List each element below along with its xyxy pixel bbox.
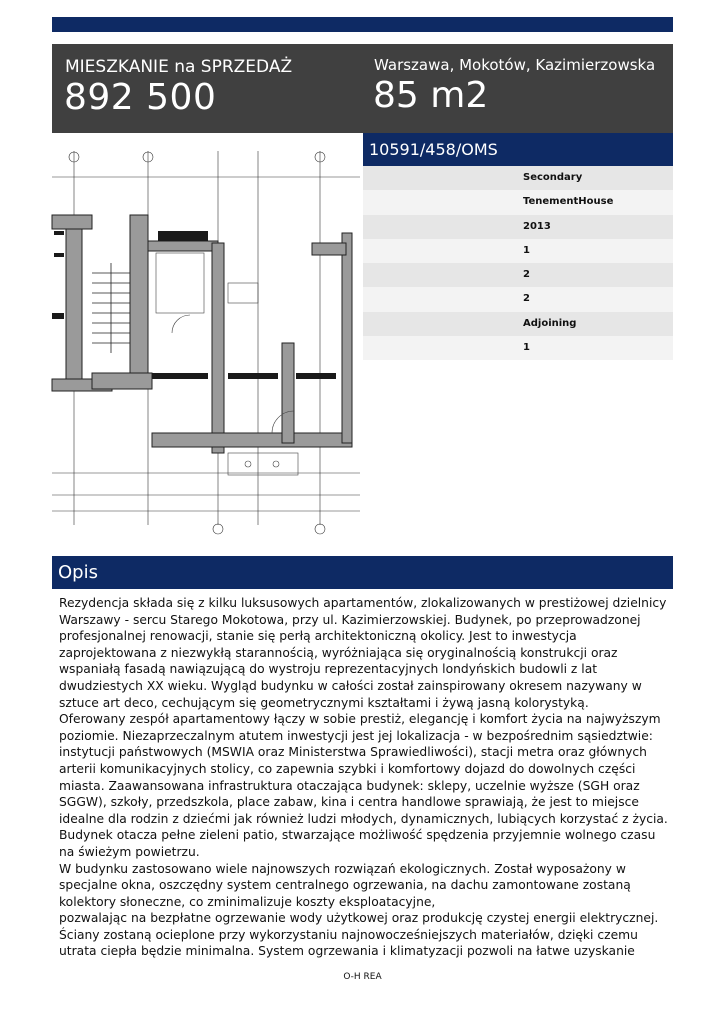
listing-price: 892 500 xyxy=(64,77,217,118)
properties-table xyxy=(363,166,673,360)
description-line: idealne dla rodzin z dziećmi jak również ludzi młodych, dynamicznych, lubiących korzystać z życia. xyxy=(59,811,668,826)
property-value: 2 xyxy=(523,269,530,281)
property-value: 1 xyxy=(523,244,530,256)
description-line: poziomie. Niezaprzeczalnym atutem inwestycji jest jej lokalizacja - w bezpośrednim sąsiedztwie: xyxy=(59,728,653,743)
property-row xyxy=(363,263,673,287)
description-heading-bar xyxy=(52,556,673,589)
property-row xyxy=(363,287,673,311)
property-row xyxy=(363,190,673,214)
description-line: W budynku zastosowano wiele najnowszych rozwiązań ekologicznych. Został wyposażony w xyxy=(59,861,626,876)
property-value: Adjoining xyxy=(523,317,577,329)
floor-plan-image xyxy=(52,133,360,546)
property-value: Secondary xyxy=(523,172,583,183)
description-line: na świeżym powietrzu. xyxy=(59,844,200,859)
property-row xyxy=(363,336,673,360)
description-line: pozwalając na bezpłatne ogrzewanie wody użytkowej oraz produkcję czystej energii elektrycznej. xyxy=(59,911,659,926)
property-value: 1 xyxy=(523,342,530,354)
description-line: wspaniałą fasadą nawiązującą do wystroju reprezentacyjnych londyńskich budowli z lat xyxy=(59,662,598,677)
reference-number: 10591/458/OMS xyxy=(369,140,498,159)
description-line: Rezydencja składa się z kilku luksusowych apartamentów, zlokalizowanych w prestiżowej dzielnicy xyxy=(59,596,667,610)
listing-area: 85 m2 xyxy=(373,75,489,116)
listing-type: MIESZKANIE na SPRZEDAŻ xyxy=(65,57,293,77)
listing-header xyxy=(52,44,673,133)
description-line: instytucji państwowych (MSWIA oraz Ministerstwa Sprawiedliwości), stacji metra oraz głównych xyxy=(59,745,647,760)
reference-bar xyxy=(363,133,673,166)
description-line: Oferowany zespół apartamentowy łączy w sobie prestiż, elegancję i komfort życia na najwyższym xyxy=(59,712,661,727)
property-row xyxy=(363,166,673,190)
property-row xyxy=(363,215,673,239)
listing-location: Warszawa, Mokotów, Kazimierzowska xyxy=(374,56,656,74)
description-heading: Opis xyxy=(58,562,98,583)
property-value: 2013 xyxy=(523,220,551,232)
description-line: utrata ciepła będzie minimalna. System ogrzewania i klimatyzacji pozwoli na łatwe uzyskanie xyxy=(59,944,635,959)
description-line: Budynek otacza pełne zieleni patio, stwarzające możliwość spędzenia przyjemnie wolnego czasu xyxy=(59,828,656,843)
footer-agency: O-H REA xyxy=(343,972,382,982)
description-text xyxy=(59,595,671,959)
description-line: Warszawy - sercu Starego Mokotowa, przy ul. Kazimierzowskiej. Budynek, po przeprowadzonej xyxy=(59,612,641,627)
top-accent-bar xyxy=(52,17,673,32)
description-line: sztuce art deco, cechującym się geometrycznymi kształtami i żywą jasną kolorystyką. xyxy=(59,695,589,710)
description-line: SGGW), szkoły, przedszkola, place zabaw, kina i centra handlowe sprawiają, że jest to miejsce xyxy=(59,795,639,810)
property-row xyxy=(363,312,673,336)
description-line: specjalne okna, oszczędny system centralnego ogrzewania, na dachu zamontowane zostaną xyxy=(59,878,631,893)
description-line: kolektory słoneczne, co zminimalizuje koszty eksploatacyjne, xyxy=(59,894,436,909)
property-value: TenementHouse xyxy=(523,196,614,208)
property-row xyxy=(363,239,673,263)
description-line: zaprojektowana z niezwykłą starannością, wyróżniająca się oryginalnością konstrukcji oraz xyxy=(59,645,618,660)
description-line: miasta. Zaawansowana infrastruktura otaczająca budynek: sklepy, uczelnie wyższe (SGH oraz xyxy=(59,778,640,793)
description-line: dwudziestych XX wieku. Wygląd budynku w całości został zainspirowany okresem nazywany w xyxy=(59,678,642,693)
description-line: arterii komunikacyjnych stolicy, co zapewnia szybki i komfortowy dojazd do dowolnych części xyxy=(59,761,636,776)
property-value: 2 xyxy=(523,293,530,305)
description-line: profesjonalnej renowacji, stanie się perłą architektoniczną okolicy. Jest to inwestycja xyxy=(59,629,577,644)
description-line: Ściany zostaną ocieplone przy wykorzystaniu najnowocześniejszych materiałów, dzięki czemu xyxy=(59,927,638,942)
